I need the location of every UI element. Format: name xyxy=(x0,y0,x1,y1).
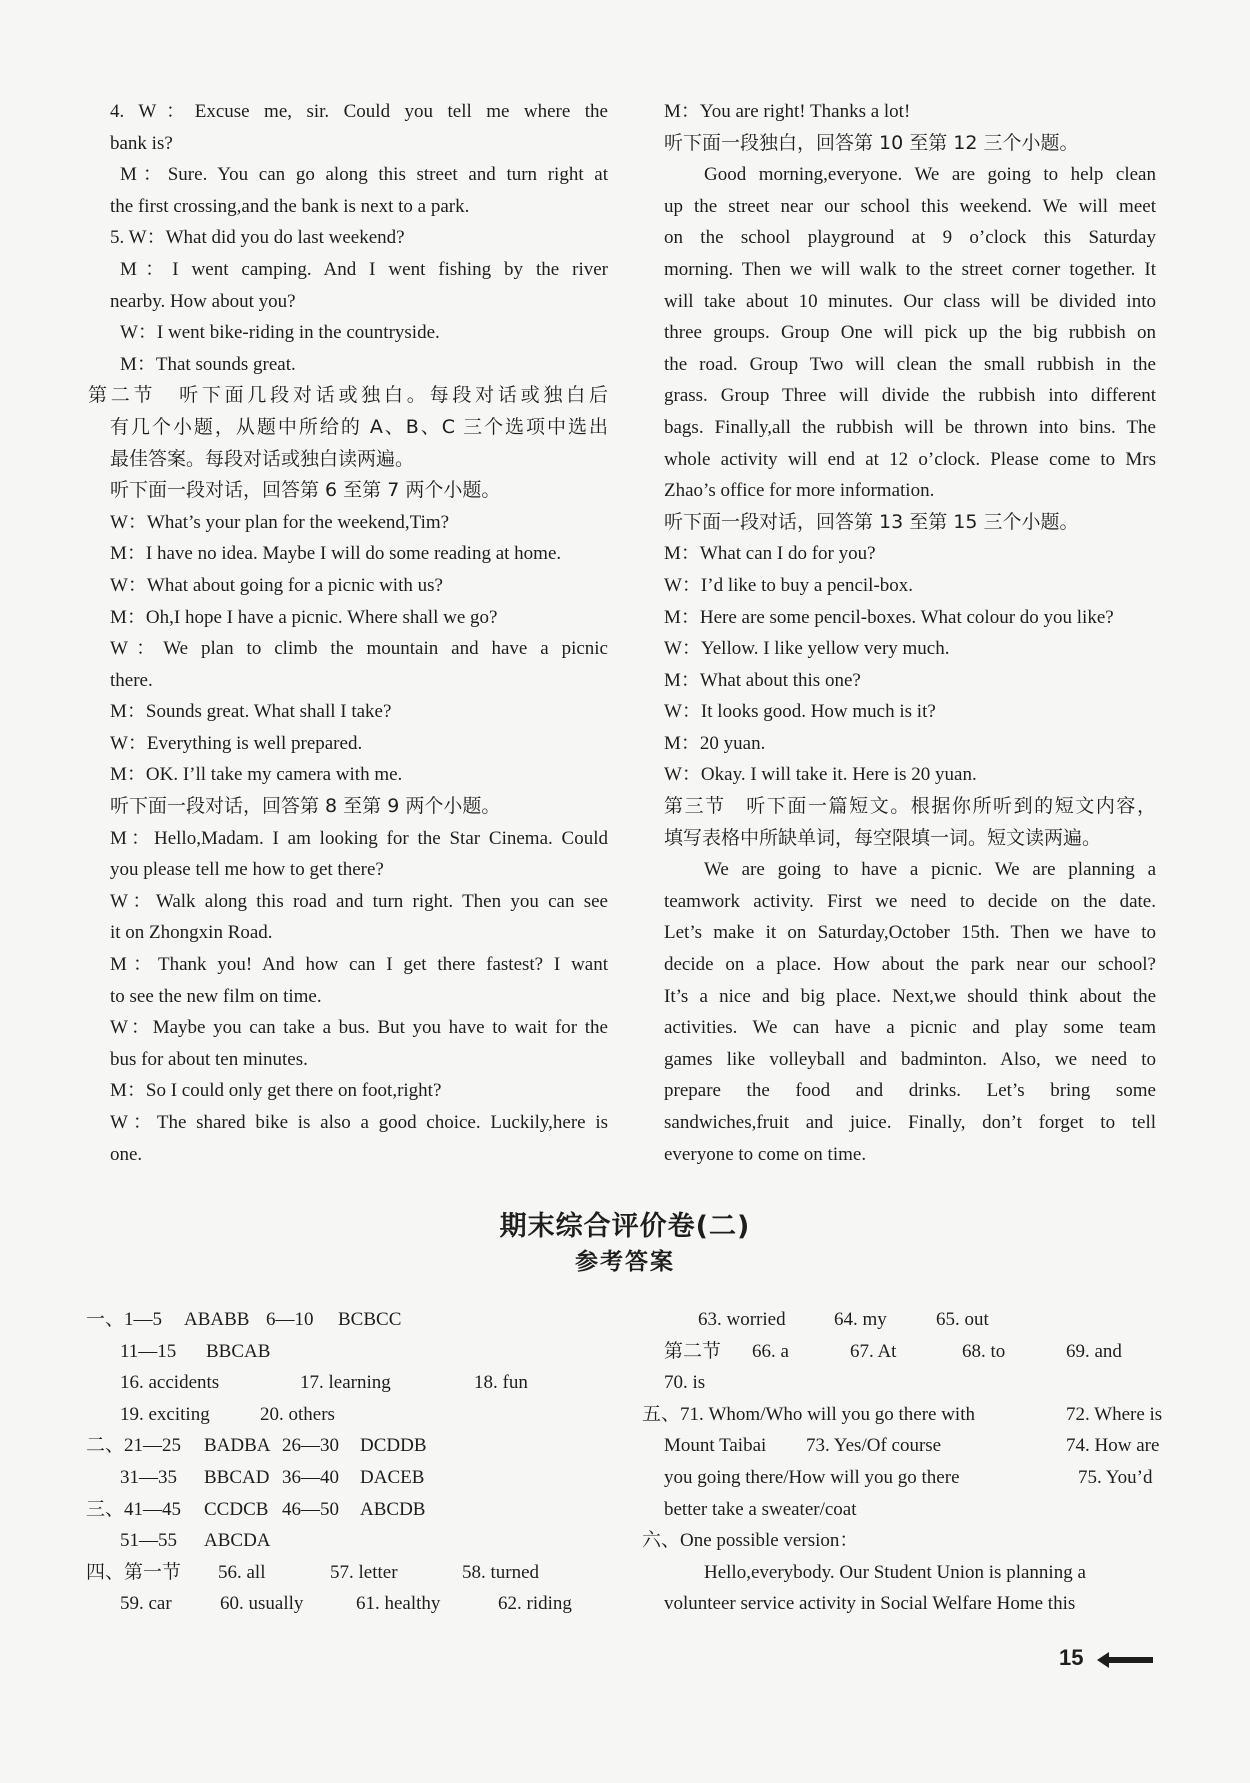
text-line: will take about 10 minutes. Our class will be divided into xyxy=(664,290,1156,312)
text-line: Let’s make it on Saturday,October 15th. Then we have to xyxy=(664,922,1156,944)
answers-left xyxy=(86,1304,626,1620)
answer-item: ABCDA xyxy=(204,1530,271,1552)
text-line: M：You are right! Thanks a lot! xyxy=(664,101,911,122)
text-line: 听下面一段对话，回答第 8 至第 9 两个小题。 xyxy=(110,795,501,818)
text-line: you please tell me how to get there? xyxy=(110,859,384,881)
answer-item: BADBA xyxy=(204,1435,271,1457)
text-line: one. xyxy=(110,1143,143,1165)
answer-row xyxy=(86,1304,626,1336)
answer-row xyxy=(86,1557,626,1589)
text-line: M：Here are some pencil-boxes. What colour do you like? xyxy=(664,606,1114,628)
text-line: W：Everything is well prepared. xyxy=(110,732,363,754)
answer-row xyxy=(664,1557,1156,1589)
page-number: 15 xyxy=(1059,1645,1084,1670)
answer-item: 57. letter xyxy=(330,1561,398,1583)
answer-item: 70. is xyxy=(664,1372,706,1394)
answer-item: 19. exciting xyxy=(120,1403,210,1425)
text-line: 第三节 听下面一篇短文。根据你所听到的短文内容， xyxy=(664,795,1156,818)
answer-item: 51—55 xyxy=(120,1530,177,1552)
text-line: 听下面一段独白，回答第 10 至第 12 三个小题。 xyxy=(664,131,1079,154)
answer-row xyxy=(642,1525,1156,1557)
answer-item: you going there/How will you go there xyxy=(664,1466,960,1488)
answer-item: BBCAB xyxy=(206,1340,271,1362)
answer-item: 72. Where is xyxy=(1066,1403,1163,1425)
text-line: M：Thank you! And how can I get there fastest? I want xyxy=(110,954,608,976)
text-line: W：Okay. I will take it. Here is 20 yuan. xyxy=(664,764,977,786)
text-line: there. xyxy=(110,669,153,691)
answer-row xyxy=(86,1462,626,1494)
text-line: M：So I could only get there on foot,right? xyxy=(110,1080,442,1102)
text-line: Zhao’s office for more information. xyxy=(664,480,935,502)
text-line: 有几个小题，从题中所给的 A、B、C 三个选项中选出 xyxy=(110,415,608,438)
answer-item: 66. a xyxy=(752,1340,789,1362)
text-line: nearby. How about you? xyxy=(110,290,296,312)
text-line: three groups. Group One will pick up the big rubbish on xyxy=(664,322,1156,344)
answer-row xyxy=(86,1430,626,1462)
text-line: morning. Then we will walk to the street corner together. It xyxy=(664,258,1156,280)
text-line: M：I have no idea. Maybe I will do some reading at home. xyxy=(110,543,562,565)
text-line: grass. Group Three will divide the rubbish into different xyxy=(664,385,1156,407)
answer-item: volunteer service activity in Social Welfare Home this xyxy=(664,1593,1076,1615)
text-line: activities. We can have a picnic and play some team xyxy=(664,1017,1156,1039)
text-line: 填写表格中所缺单词，每空限填一词。短文读两遍。 xyxy=(664,826,1102,849)
text-line: W：Yellow. I like yellow very much. xyxy=(664,638,950,660)
answer-item: 二、21—25 xyxy=(86,1435,182,1457)
answer-row xyxy=(664,1367,1156,1399)
text-line: M：What about this one? xyxy=(664,669,861,691)
text-line: up the street near our school this weekend. We will meet xyxy=(664,195,1156,217)
answer-item: 第二节 xyxy=(664,1340,722,1362)
answer-item: 68. to xyxy=(962,1340,1006,1362)
text-line: bank is? xyxy=(110,132,173,154)
answer-item: 16. accidents xyxy=(120,1372,220,1394)
answer-item: 56. all xyxy=(218,1561,266,1583)
text-line: W：Maybe you can take a bus. But you have to wait for the xyxy=(110,1017,608,1039)
text-line: 4. W：Excuse me, sir. Could you tell me where the xyxy=(110,101,608,122)
answer-item: 三、41—45 xyxy=(86,1498,182,1520)
text-line: bus for about ten minutes. xyxy=(110,1048,308,1070)
text-line: the first crossing,and the bank is next to a park. xyxy=(110,195,470,217)
answer-item: 75. You’d xyxy=(1078,1466,1153,1488)
text-line: the road. Group Two will clean the small rubbish in the xyxy=(664,353,1156,375)
text-line: It’s a nice and big place. Next,we should think about the xyxy=(664,985,1156,1007)
answer-item: better take a sweater/coat xyxy=(664,1498,857,1520)
text-line: M：Hello,Madam. I am looking for the Star Cinema. Could xyxy=(110,827,608,849)
answer-row xyxy=(664,1430,1160,1462)
text-line: Good morning,everyone. We are going to help clean xyxy=(704,164,1156,186)
exam-title: 期末综合评价卷(二) xyxy=(499,1211,751,1242)
answer-item: 26—30 xyxy=(282,1435,339,1457)
answer-item: BCBCC xyxy=(338,1309,402,1330)
answer-row xyxy=(86,1525,626,1557)
answers-right xyxy=(642,1304,1163,1620)
text-line: everyone to come on time. xyxy=(664,1143,867,1165)
text-line: M：Sure. You can go along this street and turn right at xyxy=(120,164,608,186)
text-line: We are going to have a picnic. We are planning a xyxy=(704,859,1156,881)
answer-item: 67. At xyxy=(850,1340,897,1362)
answer-item: 20. others xyxy=(260,1403,335,1425)
answer-row xyxy=(86,1588,626,1620)
text-line: W：Walk along this road and turn right. Then you can see xyxy=(110,890,608,912)
answer-item: 58. turned xyxy=(462,1561,540,1583)
text-line: W：I’d like to buy a pencil-box. xyxy=(664,574,914,596)
text-line: M：20 yuan. xyxy=(664,732,766,754)
answer-row xyxy=(86,1367,626,1399)
answer-item: 6—10 xyxy=(266,1309,314,1330)
answer-row xyxy=(642,1399,1163,1431)
answer-item: 60. usually xyxy=(220,1593,304,1615)
answer-item: 61. healthy xyxy=(356,1593,441,1615)
text-line: whole activity will end at 12 o’clock. Please come to Mrs xyxy=(664,448,1156,470)
text-line: decide on a place. How about the park near our school? xyxy=(664,954,1156,976)
answer-item: 59. car xyxy=(120,1593,172,1615)
text-line: 最佳答案。每段对话或独白读两遍。 xyxy=(110,447,415,470)
text-line: M：OK. I’ll take my camera with me. xyxy=(110,764,403,786)
answer-item: 62. riding xyxy=(498,1593,572,1615)
text-line: teamwork activity. First we need to decide on the date. xyxy=(664,890,1156,912)
answer-item: 69. and xyxy=(1066,1340,1122,1362)
answer-row xyxy=(86,1494,626,1526)
answer-item: 65. out xyxy=(936,1309,989,1330)
text-line: it on Zhongxin Road. xyxy=(110,922,273,944)
text-line: prepare the food and drinks. Let’s bring some xyxy=(664,1080,1156,1102)
answer-item: 63. worried xyxy=(698,1309,786,1330)
answer-item: 31—35 xyxy=(120,1466,177,1488)
text-line: 听下面一段对话，回答第 13 至第 15 三个小题。 xyxy=(664,510,1079,533)
answer-row xyxy=(664,1494,1156,1526)
answer-item: 64. my xyxy=(834,1309,887,1330)
answer-subtitle: 参考答案 xyxy=(575,1249,675,1275)
answer-item: CCDCB xyxy=(204,1498,269,1520)
answer-item: 五、71. Whom/Who will you go there with xyxy=(642,1403,975,1425)
answer-item: BBCAD xyxy=(204,1466,270,1488)
text-line: W：The shared bike is also a good choice. Luckily,here is xyxy=(110,1112,608,1133)
answer-item: ABCDB xyxy=(360,1498,426,1520)
answer-item: 一、1—5 xyxy=(86,1309,163,1330)
text-line: M：Oh,I hope I have a picnic. Where shall we go? xyxy=(110,606,498,628)
answer-row xyxy=(664,1336,1156,1368)
text-line: W：What about going for a picnic with us? xyxy=(110,574,443,596)
answer-item: 11—15 xyxy=(120,1340,177,1362)
answer-item: 46—50 xyxy=(282,1498,339,1520)
answer-item: DCDDB xyxy=(360,1435,427,1457)
right-column xyxy=(664,96,1156,1170)
answer-item: 六、One possible version： xyxy=(642,1530,859,1552)
answer-item: 74. How are xyxy=(1066,1435,1160,1457)
answer-row xyxy=(664,1588,1156,1620)
text-line: 听下面一段对话，回答第 6 至第 7 两个小题。 xyxy=(110,479,501,502)
text-line: W：I went bike-riding in the countryside. xyxy=(120,322,440,344)
text-line: games like volleyball and badminton. Also, we need to xyxy=(664,1048,1156,1070)
answer-row xyxy=(664,1304,1156,1336)
left-column xyxy=(88,96,608,1170)
text-line: 第二节 听下面几段对话或独白。每段对话或独白后 xyxy=(88,384,608,407)
text-line: W：We plan to climb the mountain and have a picnic xyxy=(110,638,608,660)
answer-row xyxy=(664,1462,1156,1494)
text-line: W：It looks good. How much is it? xyxy=(664,701,936,723)
text-line: M：I went camping. And I went fishing by the river xyxy=(120,258,608,280)
left-arrow-icon xyxy=(1097,1650,1153,1670)
answer-item: 17. learning xyxy=(300,1372,391,1394)
answer-row xyxy=(86,1336,626,1368)
answer-row xyxy=(86,1399,626,1431)
answer-item: 18. fun xyxy=(474,1372,528,1394)
text-line: on the school playground at 9 o’clock this Saturday xyxy=(664,227,1156,249)
text-line: bags. Finally,all the rubbish will be thrown into bins. The xyxy=(664,416,1156,438)
answer-item: Hello,everybody. Our Student Union is planning a xyxy=(704,1561,1086,1583)
text-line: sandwiches,fruit and juice. Finally, don’t forget to tell xyxy=(664,1112,1156,1133)
answer-item: 36—40 xyxy=(282,1466,339,1488)
text-line: to see the new film on time. xyxy=(110,985,322,1007)
text-line: W：What’s your plan for the weekend,Tim? xyxy=(110,511,450,533)
text-line: M：What can I do for you? xyxy=(664,543,876,565)
answer-item: 73. Yes/Of course xyxy=(806,1435,942,1457)
answer-item: ABABB xyxy=(184,1309,250,1330)
answer-item: Mount Taibai xyxy=(664,1435,767,1457)
text-line: M：That sounds great. xyxy=(120,353,296,375)
text-line: 5. W：What did you do last weekend? xyxy=(110,227,405,249)
text-line: M：Sounds great. What shall I take? xyxy=(110,701,392,723)
answer-item: DACEB xyxy=(360,1466,425,1488)
answer-item: 四、第一节 xyxy=(86,1561,182,1583)
